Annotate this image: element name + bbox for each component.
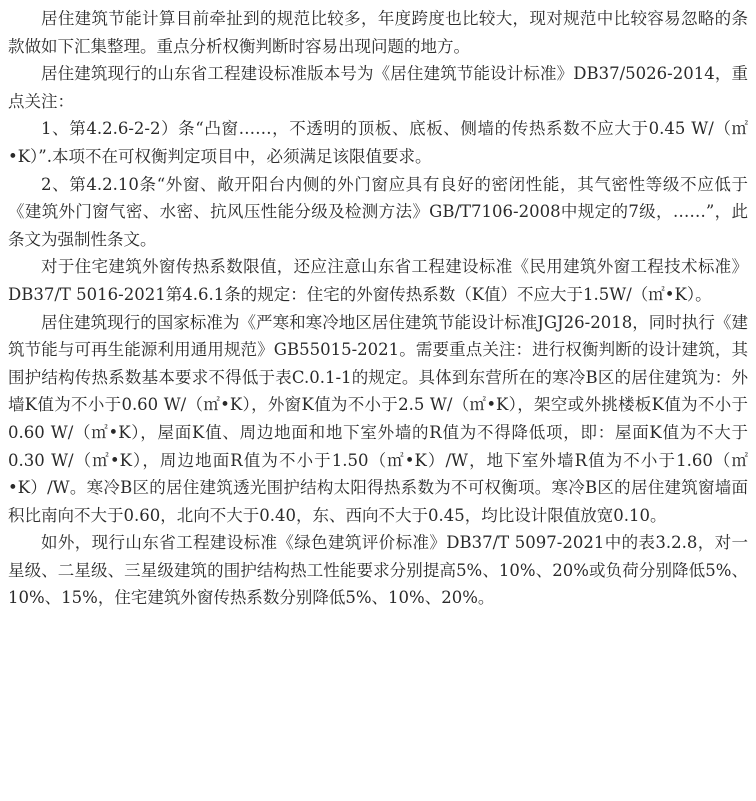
paragraph-window-limit: 对于住宅建筑外窗传热系数限值，还应注意山东省工程建设标准《民用建筑外窗工程技术标准》DB37/T 5016-2021第4.6.1条的规定：住宅的外窗传热系数（K值）不应大于1.5W/（㎡•K）。: [8, 257, 748, 304]
paragraph-green-building: 如外，现行山东省工程建设标准《绿色建筑评价标准》DB37/T 5097-2021中的表3.2.8，对一星级、二星级、三星级建筑的围护结构热工性能要求分别提高5%、10%、20%或负荷分别降低5%、10%、15%，住宅建筑外窗传热系数分别降低5%、10%、20%。: [8, 533, 748, 608]
paragraph-item-2: 2、第4.2.10条“外窗、敞开阳台内侧的外门窗应具有良好的密闭性能，其气密性等级不应低于《建筑外门窗气密、水密、抗风压性能分级及检测方法》GB/T7106-2008中规定的7级，……”，此条文为强制性条文。: [8, 174, 748, 249]
paragraph-national-standard: 居住建筑现行的国家标准为《严寒和寒冷地区居住建筑节能设计标准JGJ26-2018，同时执行《建筑节能与可再生能源利用通用规范》GB55015-2021。需要重点关注：进行权衡判断的设计建筑，其围护结构传热系数基本要求不得低于表C.0.1-1的规定。具体到东营所在的寒冷B区的居住建筑为：外墙K值为不小于0.60 W/（㎡•K），外窗K值为不小于2.5 W/（㎡•K），架空或外挑楼板K值为不小于0.60 W/（㎡•K），屋面K值、周边地面和地下室外墙的R值为不得降低项，即：屋面K值为不大于0.30 W/（㎡•K），周边地面R值为不小于1.50（㎡•K）/W，地下室外墙R值为不小于1.60（㎡•K）/W。寒冷B区的居住建筑透光围护结构太阳得热系数为不可权衡项。寒冷B区的居住建筑窗墙面积比南向不大于0.60，北向不大于0.40，东、西向不大于0.45，均比设计限值放宽0.10。: [8, 312, 748, 525]
paragraph-shandong-standard: 居住建筑现行的山东省工程建设标准版本号为《居住建筑节能设计标准》DB37/5026-2014，重点关注：: [8, 64, 748, 111]
document-body: [8, 5, 748, 612]
paragraph-intro: 居住建筑节能计算目前牵扯到的规范比较多，年度跨度也比较大，现对规范中比较容易忽略的条款做如下汇集整理。重点分析权衡判断时容易出现问题的地方。: [8, 9, 748, 56]
paragraph-item-1: 1、第4.2.6-2-2）条“凸窗……，不透明的顶板、底板、侧墙的传热系数不应大于0.45 W/（㎡•K）”.本项不在可权衡判定项目中，必须满足该限值要求。: [8, 119, 748, 166]
